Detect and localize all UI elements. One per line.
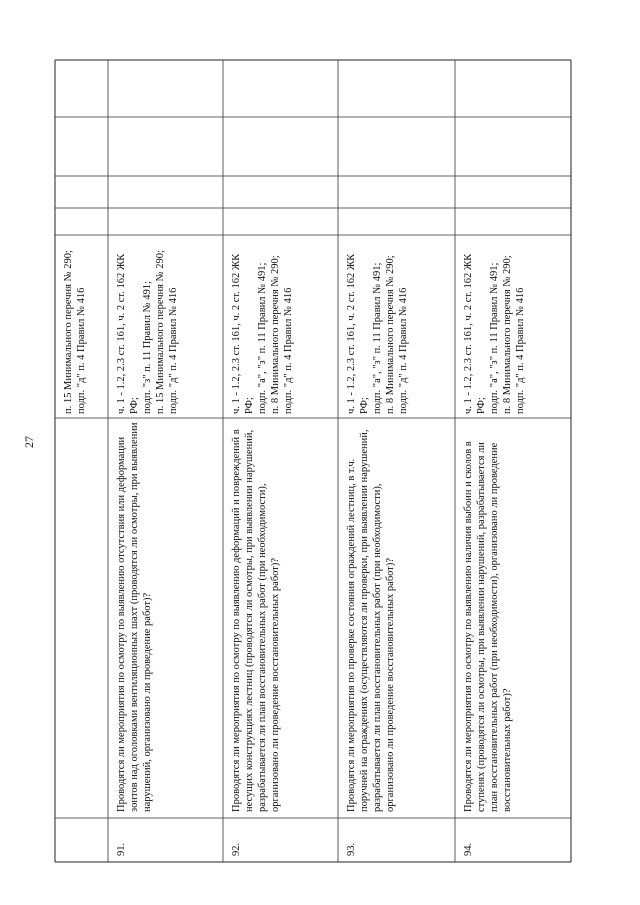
question-cell-94: Проводятся ли мероприятия по осмотру по выявлению наличия выбоин и сколов в ступенях (проводятся ли осмотры, при выявлении нарушений, разрабатывается ли план восстановительных работ (при необходимости), организовано ли проведение восстановительных работ)? bbox=[463, 441, 513, 812]
row-number-92: 92. bbox=[231, 842, 242, 856]
question-cell-92: Проводятся ли мероприятия по осмотру по выявлению деформаций и повреждений в несущих конструкциях лестниц (проводятся ли осмотры, при выявлении нарушений, разрабатывается ли план восстановительных работ (при необходимости), организовано ли проведение восстановительных работ)? bbox=[231, 429, 281, 812]
reference-cell-92: ч. 1 - 1.2, 2.3 ст. 161, ч. 2 ст. 162 ЖК РФ; подп. "а", "з" п. 11 Правил № 491; п. 8 Минимального перечня № 290; подп. "д" п. 4 Правил № 416 bbox=[231, 253, 294, 414]
row-number-94: 94. bbox=[463, 842, 474, 856]
row-number-91: 91. bbox=[116, 842, 127, 856]
reference-cell-94: ч. 1 - 1.2, 2.3 ст. 161, ч. 2 ст. 162 ЖК РФ; подп. "а", "з" п. 11 Правил № 491; п. 8 Минимального перечня № 290; подп. "д" п. 4 Правил № 416 bbox=[463, 253, 526, 414]
reference-cell-0: п. 15 Минимального перечня № 290; подп. "д" п. 4 Правил № 416 bbox=[63, 250, 87, 414]
reference-cell-93: ч. 1 - 1.2, 2.3 ст. 161, ч. 2 ст. 162 ЖК РФ; подп. "а", "з" п. 11 Правил № 491; п. 8 Минимального перечня № 290; подп. "д" п. 4 Правил № 416 bbox=[346, 253, 409, 414]
question-cell-93: Проводятся ли мероприятия по проверке состояния ограждений лестниц, в т.ч. поручней на ограждениях (осуществляются ли проверки, при выявлении нарушений, разрабатывается ли план восстановительных работ (при необходимости), организовано ли проведение восстановительных работ)? bbox=[346, 429, 396, 812]
row-number-93: 93. bbox=[346, 842, 357, 856]
page-number: 27 bbox=[22, 436, 36, 448]
question-cell-91: Проводятся ли мероприятия по осмотру по выявлению отсутствия или деформации зонтов над оголовками вентиляционных шахт (проводятся ли осмотры, при выявлении нарушений, организовано ли проведение работ)? bbox=[116, 422, 153, 812]
reference-cell-91: ч. 1 - 1.2, 2.3 ст. 161, ч. 2 ст. 162 ЖК РФ; подп. "з" п. 11 Правил № 491; п. 15 Минимального перечня № 290; подп. "д" п. 4 Правил № 416 bbox=[116, 250, 179, 414]
